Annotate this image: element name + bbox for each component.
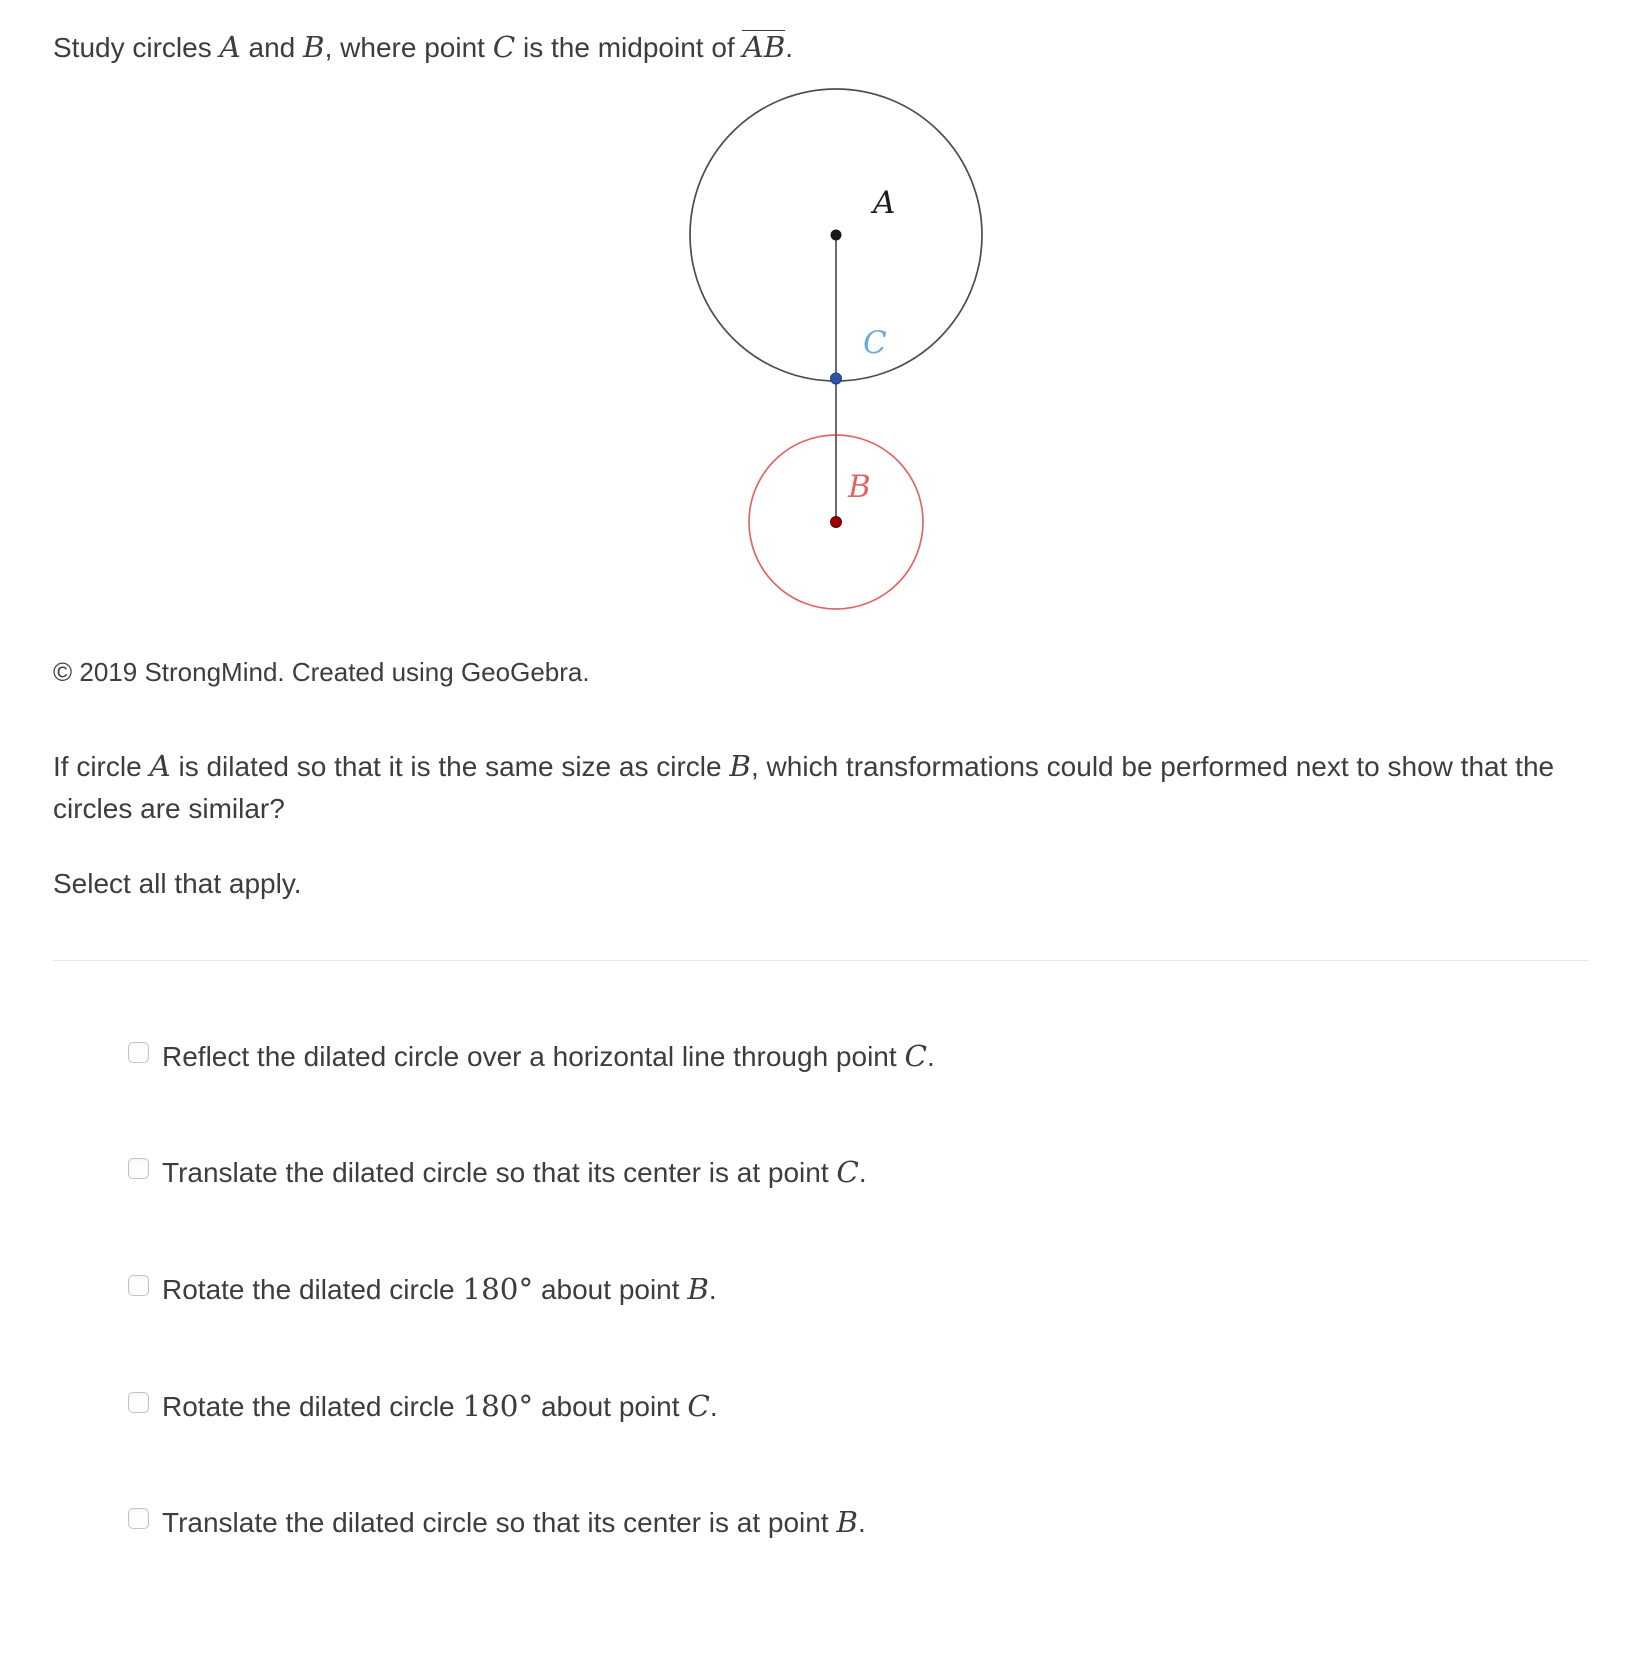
math-a: A (219, 30, 241, 64)
math-b: B (303, 30, 325, 64)
option-text: Translate the dilated circle so that its center is at point (162, 1157, 837, 1189)
math-segment-ab: AB (742, 30, 786, 64)
intro-part: . (785, 32, 794, 63)
point-c-dot (831, 373, 842, 384)
option-text: Rotate the dilated circle (162, 1273, 463, 1305)
answer-options (53, 1035, 1589, 1544)
question-part: is dilated so that it is the same size as circle (170, 750, 730, 782)
label-a: A (873, 184, 896, 221)
point-a-dot (831, 229, 842, 240)
math-b: B (836, 1505, 859, 1540)
point-b-dot (831, 516, 842, 527)
math-c: C (836, 1155, 859, 1190)
intro-part: , where point (324, 32, 493, 63)
math-angle: 180° (462, 1271, 534, 1306)
option-text: Rotate the dilated circle (162, 1390, 463, 1422)
intro-part: and (240, 32, 304, 63)
math-c: C (492, 30, 516, 64)
option-text: about point (533, 1273, 688, 1305)
option-label[interactable] (162, 1151, 867, 1194)
option-text: . (858, 1157, 867, 1189)
option-label[interactable] (162, 1035, 935, 1078)
math-a: A (149, 748, 171, 783)
checkbox[interactable] (128, 1392, 149, 1413)
question-part: , which transformations could be performed next to show that the circles are similar? (53, 750, 1555, 824)
label-c: C (863, 324, 887, 361)
option-text: Translate the dilated circle so that its center is at point (162, 1507, 837, 1539)
math-c: C (904, 1038, 927, 1073)
intro-part: is the midpoint of (515, 32, 743, 63)
question-part: If circle (53, 750, 150, 782)
option-row (128, 1385, 1589, 1428)
checkbox[interactable] (128, 1275, 149, 1296)
geometry-figure (676, 85, 996, 629)
select-all-prompt: Select all that apply. (53, 867, 302, 899)
option-row (128, 1035, 1589, 1078)
label-b: B (848, 468, 871, 505)
option-row (128, 1151, 1589, 1194)
math-c: C (687, 1388, 710, 1423)
checkbox[interactable] (128, 1508, 149, 1529)
math-angle: 180° (462, 1388, 534, 1423)
option-row (128, 1501, 1589, 1544)
option-label[interactable] (162, 1268, 717, 1311)
option-text: about point (533, 1390, 688, 1422)
circles-diagram (676, 85, 996, 629)
checkbox[interactable] (128, 1042, 149, 1063)
option-text: . (709, 1390, 718, 1422)
option-row (128, 1268, 1589, 1311)
option-text: . (858, 1507, 866, 1539)
option-text: . (926, 1040, 935, 1072)
math-b: B (729, 748, 751, 783)
checkbox[interactable] (128, 1158, 149, 1179)
option-text: Reflect the dilated circle over a horizontal line through point (162, 1040, 905, 1072)
copyright-caption: © 2019 StrongMind. Created using GeoGebra. (53, 656, 590, 687)
intro-text (53, 26, 1589, 69)
option-label[interactable] (162, 1385, 718, 1428)
option-text: . (708, 1273, 717, 1305)
math-b: B (687, 1271, 709, 1306)
option-label[interactable] (162, 1501, 866, 1544)
question-text (53, 744, 1589, 830)
divider (53, 960, 1589, 961)
intro-part: Study circles (53, 32, 220, 63)
